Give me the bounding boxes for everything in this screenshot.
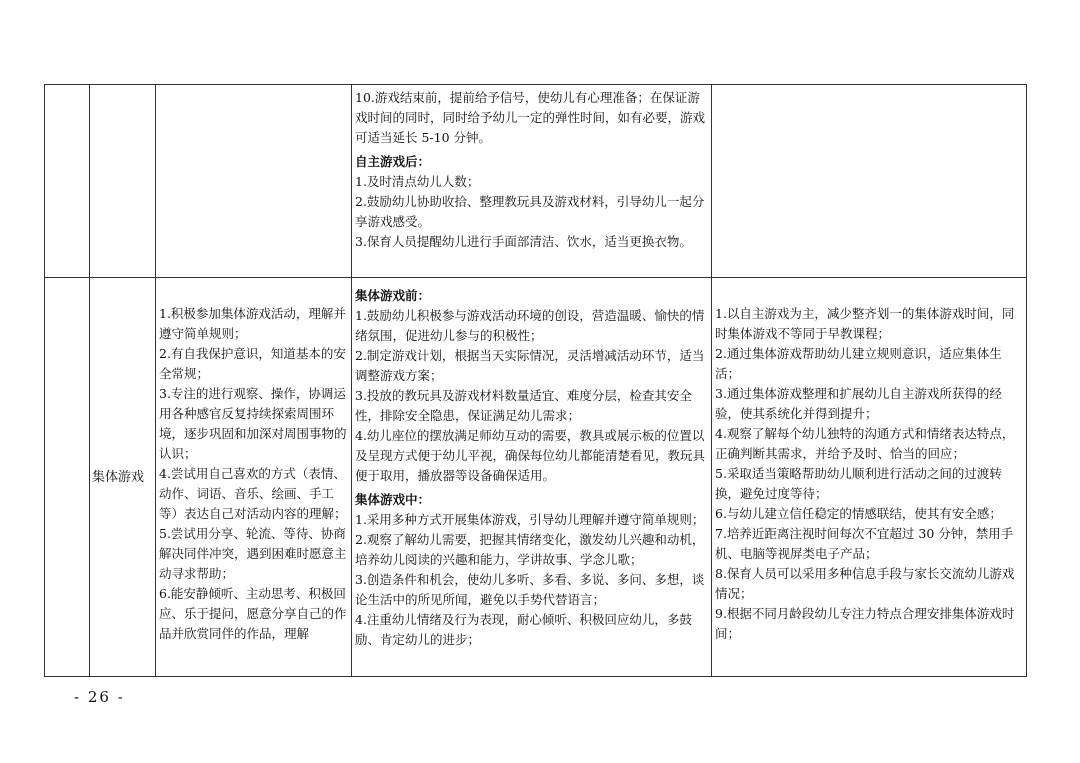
- note-item: 4.观察了解每个幼儿独特的沟通方式和情绪表达特点，正确判断其需求，并给予及时、恰当的回应；: [715, 426, 1015, 461]
- section-cell: [45, 278, 90, 677]
- during-item: 3.创造条件和机会，使幼儿多听、多看、多说、多问、多想，谈论生活中的所见所闻，避免以手势代替语言；: [355, 572, 705, 607]
- after-item: 3.保育人员提醒幼儿进行手面部清洁、饮水，适当更换衣物。: [355, 234, 692, 249]
- before-item: 2.制定游戏计划，根据当天实际情况，灵活增减活动环节，适当调整游戏方案；: [355, 348, 705, 383]
- note-item: 2.通过集体游戏帮助幼儿建立规则意识，适应集体生活；: [715, 346, 1002, 381]
- goal-item: 3.专注的进行观察、操作，协调运用各种感官反复持续探索周围环境，逐步巩固和加深对周围事物的认识；: [159, 386, 347, 461]
- during-group-play-heading: 集体游戏中：: [355, 492, 431, 507]
- guidance-cell: [352, 278, 712, 677]
- during-item: 2.观察了解幼儿需要，把握其情绪变化，激发幼儿兴趣和动机，培养幼儿阅读的兴趣和能力，学讲故事、学念儿歌；: [355, 532, 705, 567]
- goal-item: 2.有自我保护意识，知道基本的安全常规；: [159, 346, 346, 381]
- after-free-play-heading: 自主游戏后：: [355, 154, 431, 169]
- note-item: 5.采取适当策略帮助幼儿顺利进行活动之间的过渡转换，避免过度等待；: [715, 466, 1002, 501]
- during-item: 1.采用多种方式开展集体游戏，引导幼儿理解并遵守简单规则；: [355, 512, 705, 527]
- during-item: 4.注重幼儿情绪及行为表现，耐心倾听、积极回应幼儿，多鼓励、肯定幼儿的进步；: [355, 612, 692, 647]
- page-number: - 26 -: [74, 688, 125, 706]
- category-label: 集体游戏: [92, 469, 145, 485]
- guidance-line: 10.游戏结束前，提前给予信号，使幼儿有心理准备；在保证游戏时间的同时，同时给予幼儿一定的弹性时间，如有必要，游戏可适当延长 5-10 分钟。: [355, 90, 706, 145]
- goal-item: 4.尝试用自己喜欢的方式（表情、动作、词语、音乐、绘画、手工等）表达自己对活动内容的理解；: [159, 466, 347, 521]
- content-table: [44, 84, 1027, 677]
- note-item: 7.培养近距离注视时间每次不宜超过 30 分钟，禁用手机、电脑等视屏类电子产品；: [715, 526, 1014, 561]
- note-item: 6.与幼儿建立信任稳定的情感联结，使其有安全感；: [715, 506, 1002, 521]
- before-item: 4.幼儿座位的摆放满足师幼互动的需要，教具或展示板的位置以及呈现方式便于幼儿平视，确保每位幼儿都能清楚看见，教玩具便于取用，播放器等设备确保适用。: [355, 428, 706, 483]
- goals-cell: [156, 278, 352, 677]
- notes-cell: [712, 278, 1027, 677]
- before-group-play-heading: 集体游戏前：: [355, 288, 431, 303]
- before-item: 3.投放的教玩具及游戏材料数量适宜、难度分层，检查其安全性，排除安全隐患，保证满足幼儿需求；: [355, 388, 692, 423]
- note-item: 1.以自主游戏为主，减少整齐划一的集体游戏时间，同时集体游戏不等同于早教课程；: [715, 306, 1015, 341]
- guidance-cell: [352, 85, 712, 278]
- section-cell: [45, 85, 90, 278]
- goals-cell: [156, 85, 352, 278]
- note-item: 9.根据不同月龄段幼儿专注力特点合理安排集体游戏时间；: [715, 606, 1015, 641]
- table-row-free-play: [45, 85, 1027, 278]
- goal-item: 6.能安静倾听、主动思考、积极回应、乐于提问，愿意分享自己的作品并欣赏同伴的作品，理解: [159, 586, 347, 641]
- notes-cell: [712, 85, 1027, 278]
- goal-item: 5.尝试用分享、轮流、等待、协商解决同伴冲突，遇到困难时愿意主动寻求帮助；: [159, 526, 347, 581]
- note-item: 8.保育人员可以采用多种信息手段与家长交流幼儿游戏情况；: [715, 566, 1015, 601]
- after-item: 2.鼓励幼儿协助收拾、整理教玩具及游戏材料，引导幼儿一起分享游戏感受。: [355, 194, 705, 229]
- category-cell: [90, 278, 156, 677]
- category-cell: [90, 85, 156, 278]
- after-item: 1.及时清点幼儿人数；: [355, 174, 480, 189]
- table-row-group-play: [45, 278, 1027, 677]
- note-item: 3.通过集体游戏整理和扩展幼儿自主游戏所获得的经验，使其系统化并得到提升；: [715, 386, 1002, 421]
- before-item: 1.鼓励幼儿积极参与游戏活动环境的创设，营造温暖、愉快的情绪氛围，促进幼儿参与的积极性；: [355, 308, 705, 343]
- goal-item: 1.积极参加集体游戏活动，理解并遵守简单规则；: [159, 306, 346, 341]
